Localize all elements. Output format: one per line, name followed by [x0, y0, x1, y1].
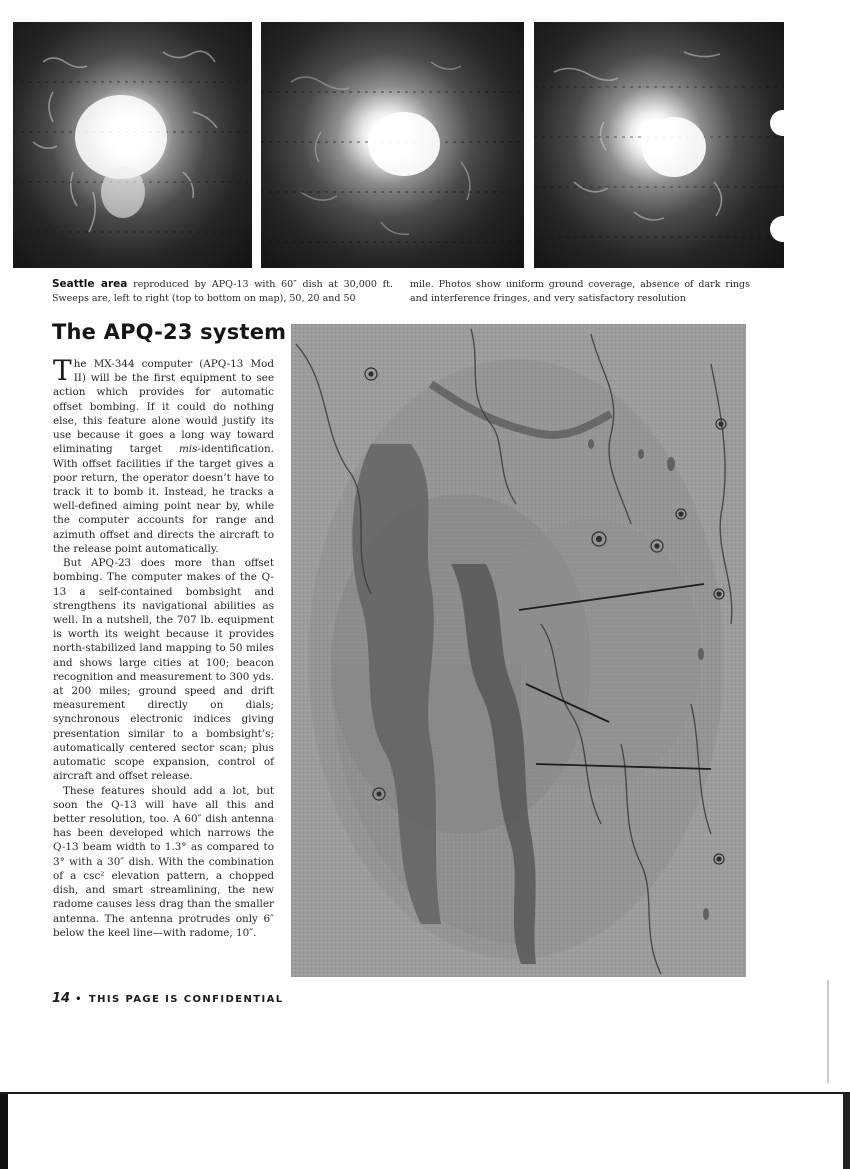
- paragraph-1: The MX-344 computer (APQ-13 Mod II) will be the first equipment to see action which provides for automatic offset bombing. If it could do nothing else, this feature alone would justify its use because it goes a long way toward eliminating target mis-identification. With offset facilities if the target gives a poor return, the operator doesn’t have to track it to bomb it. Instead, he tracks a well-defined aiming point near by, while the computer accounts for range and azimuth offset and directs the aircraft to the release point automatically.: [53, 354, 274, 555]
- page-number: 14: [52, 991, 71, 1006]
- scan-edge-corner: [843, 1094, 850, 1169]
- drop-cap: T: [53, 354, 72, 387]
- footer-bullet: •: [75, 994, 83, 1005]
- page-footer: [52, 991, 283, 1006]
- caption-lead: Seattle area: [52, 278, 128, 290]
- scan-edge-right: [827, 980, 829, 1083]
- scan-edge-bottom: [0, 1092, 850, 1094]
- emphasis-mis: mis: [178, 443, 198, 456]
- paragraph-2: But APQ-23 does more than offset bombing. The computer makes of the Q-13 a self-contained bombsight and strengthens its navigational abilities as well. In a nutshell, the 707 lb. equipment is worth its weight because it provides north-stabilized land mapping to 50 miles and shows large cities at 100; beacon recognition and measurement to 300 yds. at 200 miles; ground speed and drift measurement directly on dials; synchronous electronic indices giving presentation similar to a bombsight’s; automatically centered sector scan; plus automatic scope expansion, control of aircraft and offset release.: [53, 557, 274, 783]
- article-body: [53, 354, 274, 940]
- paragraph-3: These features should add a lot, but soon the Q-13 will have all this and better resolution, too. A 60″ dish antenna has been developed which narrows the Q-13 beam width to 1.3° as compared to 3° with a 30″ dish. With the combination of a csc² elevation pattern, a chopped dish, and smart streamlining, the new radome causes less drag than the smaller antenna. The antenna protrudes only 6″ below the keel line—with radome, 10″.: [53, 784, 274, 939]
- scan-edge-left: [0, 1094, 8, 1169]
- radar-photo-3: [534, 22, 784, 268]
- photo-caption-right: [410, 278, 750, 305]
- photo-caption-left: [52, 278, 393, 305]
- radar-photo-1: [13, 22, 252, 268]
- article-heading: The APQ-23 system: [52, 320, 287, 344]
- confidential-notice: THIS PAGE IS CONFIDENTIAL: [88, 994, 284, 1005]
- caption-text-left: reproduced by APQ-13 with 60″ dish at 30,000 ft. Sweeps are, left to right (top to bottom on map), 50, 20 and 50: [52, 279, 393, 304]
- caption-text-right: mile. Photos show uniform ground coverage, absence of dark rings and interference fringes, and very satisfactory resolution: [410, 279, 750, 304]
- seattle-area-map: [291, 324, 746, 977]
- radar-photo-2: [261, 22, 524, 268]
